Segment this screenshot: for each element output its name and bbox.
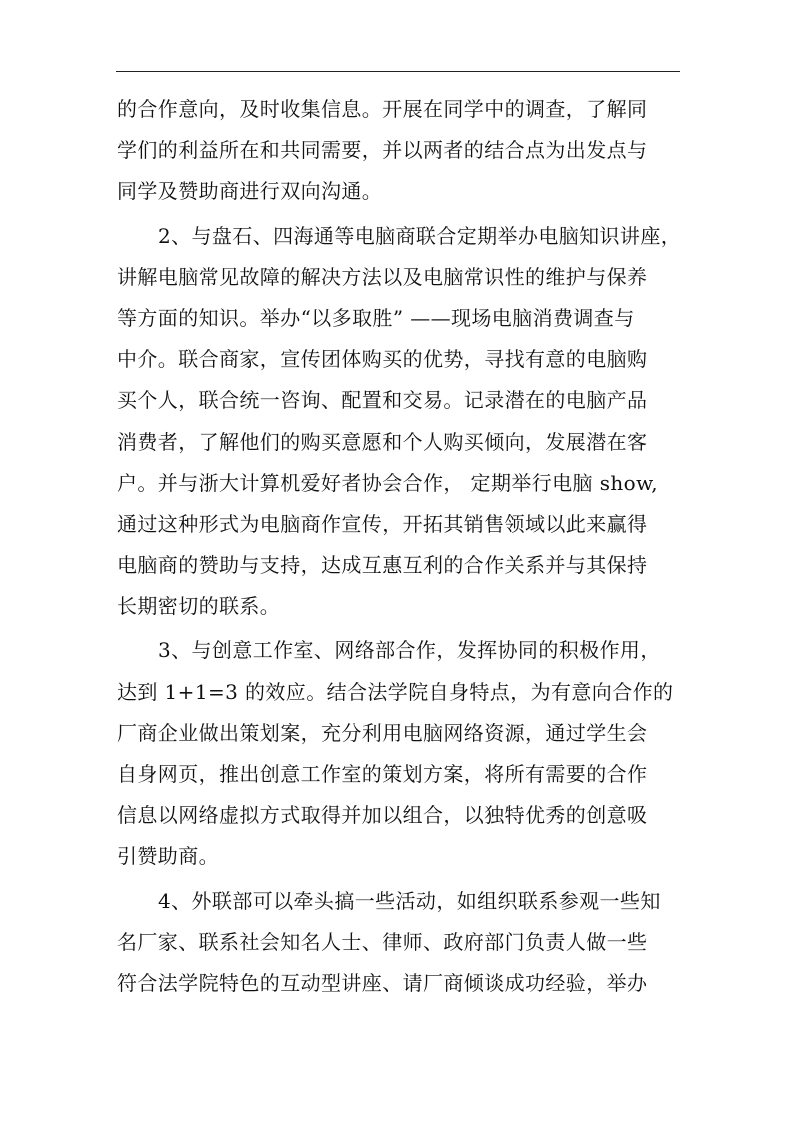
text-line: 电脑商的赞助与支持，达成互惠互利的合作关系并与其保持: [117, 553, 648, 578]
text-line: 买个人，联合统一咨询、配置和交易。记录潜在的电脑产品: [117, 388, 648, 413]
text-line: 信息以网络虚拟方式取得并加以组合，以独特优秀的创意吸: [117, 803, 648, 828]
paragraph-3: [117, 630, 683, 877]
paragraph-4: [117, 881, 683, 1005]
text-line: 长期密切的联系。: [117, 594, 281, 619]
text-line: 中介。联合商家，宣传团体购买的优势，寻找有意的电脑购: [117, 347, 648, 372]
text-line: 讲解电脑常见故障的解决方法以及电脑常识性的维护与保养: [117, 264, 648, 289]
paragraph-2: [117, 216, 683, 628]
text-line: 名厂家、联系社会知名人士、律师、政府部门负责人做一些: [117, 929, 648, 954]
text-line: 等方面的知识。举办“以多取胜” ——现场电脑消费调查与: [117, 305, 635, 330]
text-line: 厂商企业做出策划案，充分利用电脑网络资源，通过学生会: [117, 720, 648, 745]
text-line: 同学及赞助商进行双向沟通。: [117, 179, 383, 204]
text-line: 符合法学院特色的互动型讲座、请厂商倾谈成功经验，举办: [117, 970, 648, 995]
text-line: 4、外联部可以牵头搞一些活动，如组织联系参观一些知: [158, 888, 661, 913]
text-line: 消费者，了解他们的购买意愿和个人购买倾向，发展潜在客: [117, 429, 648, 454]
text-line: 达到 1+1=3 的效应。结合法学院自身特点，为有意向合作的: [117, 679, 674, 704]
text-line: 通过这种形式为电脑商作宣传，开拓其销售领域以此来赢得: [117, 511, 648, 536]
text-line: 户。并与浙大计算机爱好者协会合作， 定期举行电脑 show,: [117, 470, 659, 495]
header-rule: [116, 71, 680, 72]
text-line: 2、与盘石、四海通等电脑商联合定期举办电脑知识讲座，: [158, 223, 682, 248]
body-text: [117, 89, 683, 1004]
text-line: 引赞助商。: [117, 844, 219, 869]
paragraph-1: [117, 89, 683, 213]
text-line: 的合作意向，及时收集信息。开展在同学中的调查，了解同: [117, 97, 648, 121]
text-line: 学们的利益所在和共同需要，并以两者的结合点为出发点与: [117, 138, 648, 163]
text-line: 3、与创意工作室、网络部合作，发挥协同的积极作用，: [158, 638, 661, 663]
text-line: 自身网页，推出创意工作室的策划方案，将所有需要的合作: [117, 762, 648, 786]
